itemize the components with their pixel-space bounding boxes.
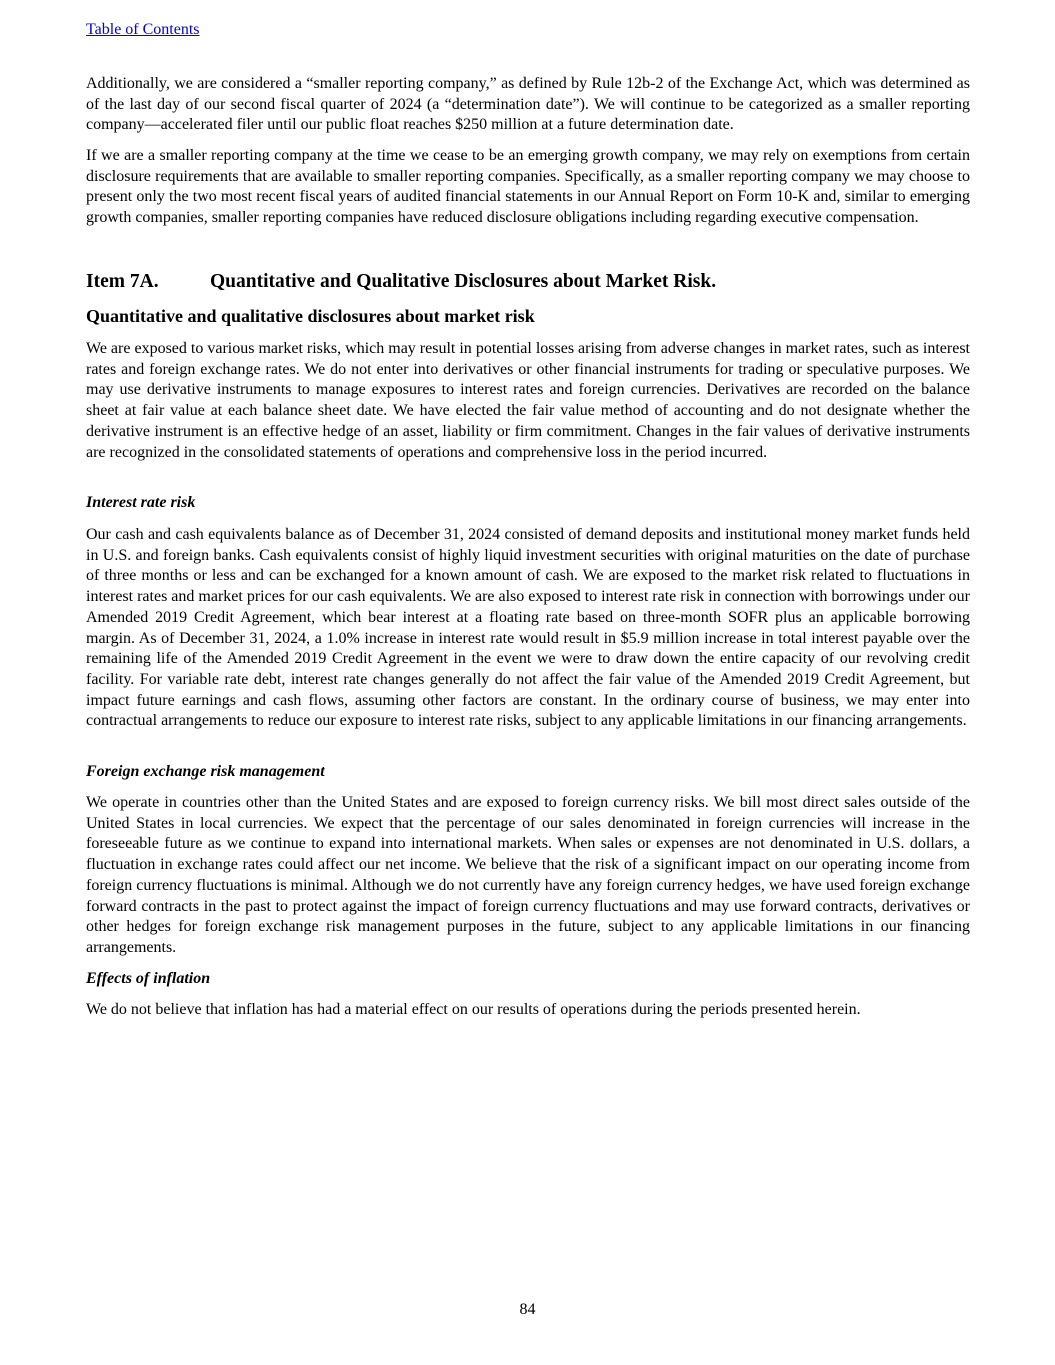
intro-paragraph-1: Additionally, we are considered a “smaller reporting company,” as defined by Rule 12b-2 of the Exchange Act, which was determined as of the last day of our second fiscal quarter of 2024 (a “determination date”). We will continue to be categorized as a smaller reporting company—accelerated filer until our public float reaches $250 million at a future determination date. xyxy=(86,75,970,134)
page-number: 84 xyxy=(519,1301,536,1318)
interest-rate-risk-heading: Interest rate risk xyxy=(86,494,196,511)
foreign-exchange-paragraph: We operate in countries other than the United States and are exposed to foreign currency risks. We bill most direct sales outside of the United States in local currencies. We expect that the percentage of our sales denominated in foreign currencies will increase in the foreseeable future as we continue to expand into international markets. When sales or expenses are not denominated in U.S. dollars, a fluctuation in exchange rates could affect our net income. We believe that the risk of a significant impact on our operating income from foreign currency fluctuations is minimal. Although we do not currently have any foreign currency hedges, we have used foreign exchange forward contracts in the past to protect against the impact of foreign currency fluctuations and may use forward contracts, derivatives or other hedges for foreign exchange risk management purposes in the future, subject to any applicable limitations in our financing arrangements. xyxy=(86,794,970,956)
interest-rate-risk-paragraph: Our cash and cash equivalents balance as of December 31, 2024 consisted of demand deposits and institutional money market funds held in U.S. and foreign banks. Cash equivalents consist of highly liquid investment securities with original maturities on the date of purchase of three months or less and can be exchanged for a known amount of cash. We are exposed to the market risk related to fluctuations in interest rates and market prices for our cash equivalents. We are also exposed to interest rate risk in connection with borrowings under our Amended 2019 Credit Agreement, which bear interest at a floating rate based on three-month SOFR plus an applicable borrowing margin. As of December 31, 2024, a 1.0% increase in interest rate would result in $5.9 million increase in total interest payable over the remaining life of the Amended 2019 Credit Agreement in the event we were to draw down the entire capacity of our revolving credit facility. For variable rate debt, interest rate changes generally do not affect the fair value of the Amended 2019 Credit Agreement, but impact future earnings and cash flows, assuming other factors are constant. In the ordinary course of business, we may enter into contractual arrangements to reduce our exposure to interest rate risks, subject to any applicable limitations in our financing arrangements. xyxy=(86,526,970,730)
market-risk-paragraph: We are exposed to various market risks, which may result in potential losses arising from adverse changes in market rates, such as interest rates and foreign exchange rates. We do not enter into derivatives or other financial instruments for trading or speculative purposes. We may use derivative instruments to manage exposures to interest rates and foreign currencies. Derivatives are recorded on the balance sheet at fair value at each balance sheet date. We have elected the fair value method of accounting and do not designate whether the derivative instrument is an effective hedge of an asset, liability or firm commitment. Changes in the fair values of derivative instruments are recognized in the consolidated statements of operations and comprehensive loss in the period incurred. xyxy=(86,340,970,461)
foreign-exchange-heading: Foreign exchange risk management xyxy=(86,763,325,780)
intro-paragraph-2: If we are a smaller reporting company at the time we cease to be an emerging growth company, we may rely on exemptions from certain disclosure requirements that are available to smaller reporting companies. Specifically, as a smaller reporting company we may choose to present only the two most recent fiscal years of audited financial statements in our Annual Report on Form 10-K and, similar to emerging growth companies, smaller reporting companies have reduced disclosure obligations including regarding executive compensation. xyxy=(86,147,970,227)
market-risk-heading: Quantitative and qualitative disclosures about market risk xyxy=(86,306,535,326)
table-of-contents-link[interactable]: Table of Contents xyxy=(86,21,200,38)
item-heading xyxy=(86,270,970,294)
item-title: Quantitative and Qualitative Disclosures about Market Risk. xyxy=(210,271,717,292)
inflation-paragraph: We do not believe that inflation has had a material effect on our results of operations during the periods presented herein. xyxy=(86,1001,861,1018)
inflation-heading: Effects of inflation xyxy=(86,970,211,987)
item-number: Item 7A. xyxy=(86,271,159,292)
